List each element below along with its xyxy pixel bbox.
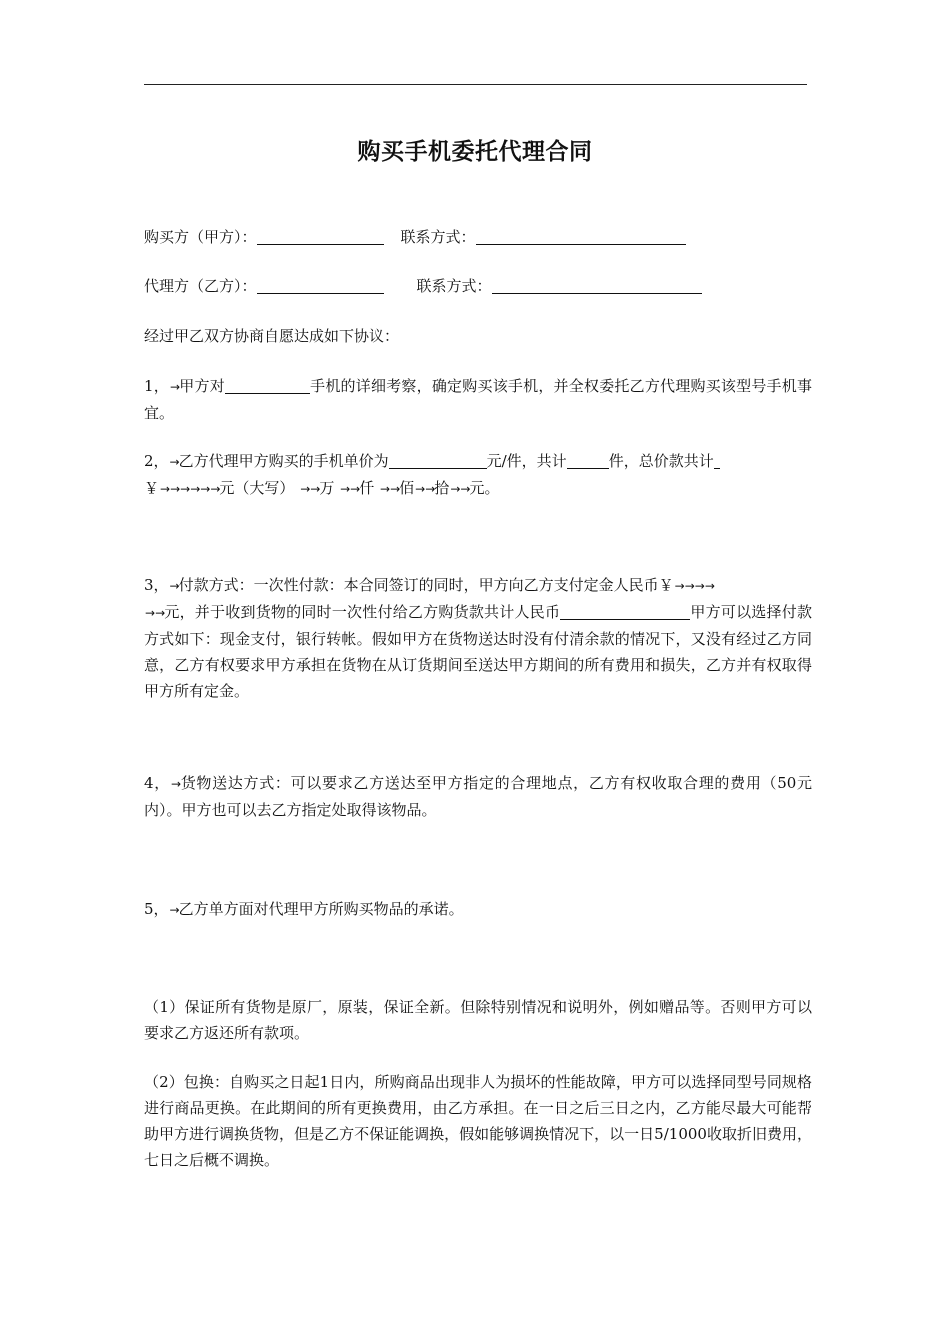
clause-3 <box>144 572 812 704</box>
clause-1-text-b: 手机的详细考察，确定购买该手机，并全权委托乙方代理购买该型号手机事宜。 <box>144 377 812 422</box>
clause-5 <box>144 896 812 923</box>
unit-yuan: 元。 <box>469 479 500 497</box>
clause-4-text: 货物送达方式：可以要求乙方送达至甲方指定的合理地点，乙方有权收取合理的费用（50元内）。甲方也可以去乙方指定处取得该物品。 <box>144 774 813 819</box>
unit-qian: 仟 <box>359 479 375 497</box>
promise-item-2: （2）包换：自购买之日起1日内，所购商品出现非人为损坏的性能故障，甲方可以选择同型号同规格进行商品更换。在此期间的所有更换费用，由乙方承担。在一日之后三日之内，乙方能尽最大可能帮助甲方进行调换货物，但是乙方不保证能调换，假如能够调换情况下，以一日5/1000收取折旧费用，七日之后概不调换。 <box>144 1073 812 1169</box>
party-b-contact-blank[interactable] <box>492 277 702 294</box>
tab-arrow-icon: → <box>380 482 389 496</box>
party-a-contact-blank[interactable] <box>476 228 686 245</box>
header-rule <box>144 84 807 85</box>
clause-2-text-b: 元/件，共计 <box>486 452 567 470</box>
tab-arrow-icon: → <box>190 482 199 496</box>
quantity-blank[interactable] <box>567 452 609 469</box>
intro-text: 经过甲乙双方协商自愿达成如下协议： <box>144 327 400 345</box>
document-title: 购买手机委托代理合同 <box>357 139 593 165</box>
tab-arrow-icon: → <box>415 482 424 496</box>
clause-2 <box>144 448 812 502</box>
tab-arrow-icon: → <box>460 482 469 496</box>
tab-arrow-icon: → <box>169 455 178 469</box>
party-b-name-blank[interactable] <box>257 277 384 294</box>
tab-arrow-icon: → <box>300 482 309 496</box>
tab-arrow-icon: → <box>210 482 219 496</box>
clause-4-number: 4， <box>144 774 170 792</box>
clause-3-text-a: 付款方式：一次性付款：本合同签订的同时，甲方向乙方支付定金人民币￥ <box>178 576 674 594</box>
party-a-label: 购买方（甲方）： <box>144 228 257 246</box>
unit-wan: 万 <box>319 479 335 497</box>
tab-arrow-icon: → <box>169 579 178 593</box>
tab-arrow-icon: → <box>170 482 179 496</box>
tab-arrow-icon: → <box>160 482 169 496</box>
clause-1 <box>144 373 812 426</box>
tab-arrow-icon: → <box>170 777 180 791</box>
balance-amount-blank[interactable] <box>560 603 690 620</box>
clause-1-text-a: 甲方对 <box>179 377 225 395</box>
tab-arrow-icon: → <box>390 482 399 496</box>
tab-arrow-icon: → <box>169 380 179 394</box>
clause-5-text: 乙方单方面对代理甲方所购买物品的承诺。 <box>178 900 464 918</box>
tab-arrow-icon: → <box>310 482 319 496</box>
tab-arrow-icon: → <box>674 579 683 593</box>
tab-arrow-icon: → <box>684 579 693 593</box>
clause-2-capital-label: 元（大写） <box>219 479 295 497</box>
party-b-label: 代理方（乙方）： <box>144 277 257 295</box>
party-a-name-blank[interactable] <box>257 228 384 245</box>
clause-3-text-c: 甲方可以选择付款方式如下：现金支付，银行转帐。假如甲方在货物送达时没有付清余款的情况下，又没有经过乙方同意，乙方有权要求甲方承担在货物在从订货期间至送达甲方期间的所有费用和损失，乙方并有权取得甲方所有定金。 <box>144 603 812 700</box>
clause-4 <box>144 770 812 823</box>
unit-bai: 佰 <box>399 479 415 497</box>
tab-arrow-icon: → <box>155 606 164 620</box>
clause-5-number: 5， <box>144 900 169 918</box>
tab-arrow-icon: → <box>200 482 209 496</box>
tab-arrow-icon: → <box>169 903 178 917</box>
tab-arrow-icon: → <box>350 482 359 496</box>
tab-arrow-icon: → <box>180 482 189 496</box>
party-b-contact-label: 联系方式： <box>416 277 492 295</box>
party-b-row <box>144 273 702 299</box>
yen-symbol: ￥ <box>144 479 160 497</box>
tab-arrow-icon: → <box>340 482 349 496</box>
promise-item-1: （1）保证所有货物是原厂，原装，保证全新。但除特别情况和说明外，例如赠品等。否则甲方可以要求乙方返还所有款项。 <box>144 998 812 1042</box>
tab-arrow-icon: → <box>145 606 154 620</box>
clause-2-number: 2， <box>144 452 169 470</box>
unit-price-blank[interactable] <box>389 452 487 469</box>
tab-arrow-icon: → <box>450 482 459 496</box>
phone-model-blank[interactable] <box>225 377 310 394</box>
unit-shi: 拾 <box>434 479 450 497</box>
tab-arrow-icon: → <box>704 579 713 593</box>
tab-arrow-icon: → <box>425 482 434 496</box>
party-a-row <box>144 224 686 250</box>
tab-arrow-icon: → <box>694 579 703 593</box>
clause-2-text-a: 乙方代理甲方购买的手机单价为 <box>178 452 389 470</box>
clause-1-number: 1， <box>144 377 169 395</box>
clause-3-text-b: 元，并于收到货物的同时一次性付给乙方购货款共计人民币 <box>164 603 561 621</box>
clause-2-text-c: 件，总价款共计 <box>608 452 714 470</box>
clause-3-number: 3， <box>144 576 169 594</box>
party-a-contact-label: 联系方式： <box>400 228 476 246</box>
total-blank[interactable] <box>714 452 720 469</box>
